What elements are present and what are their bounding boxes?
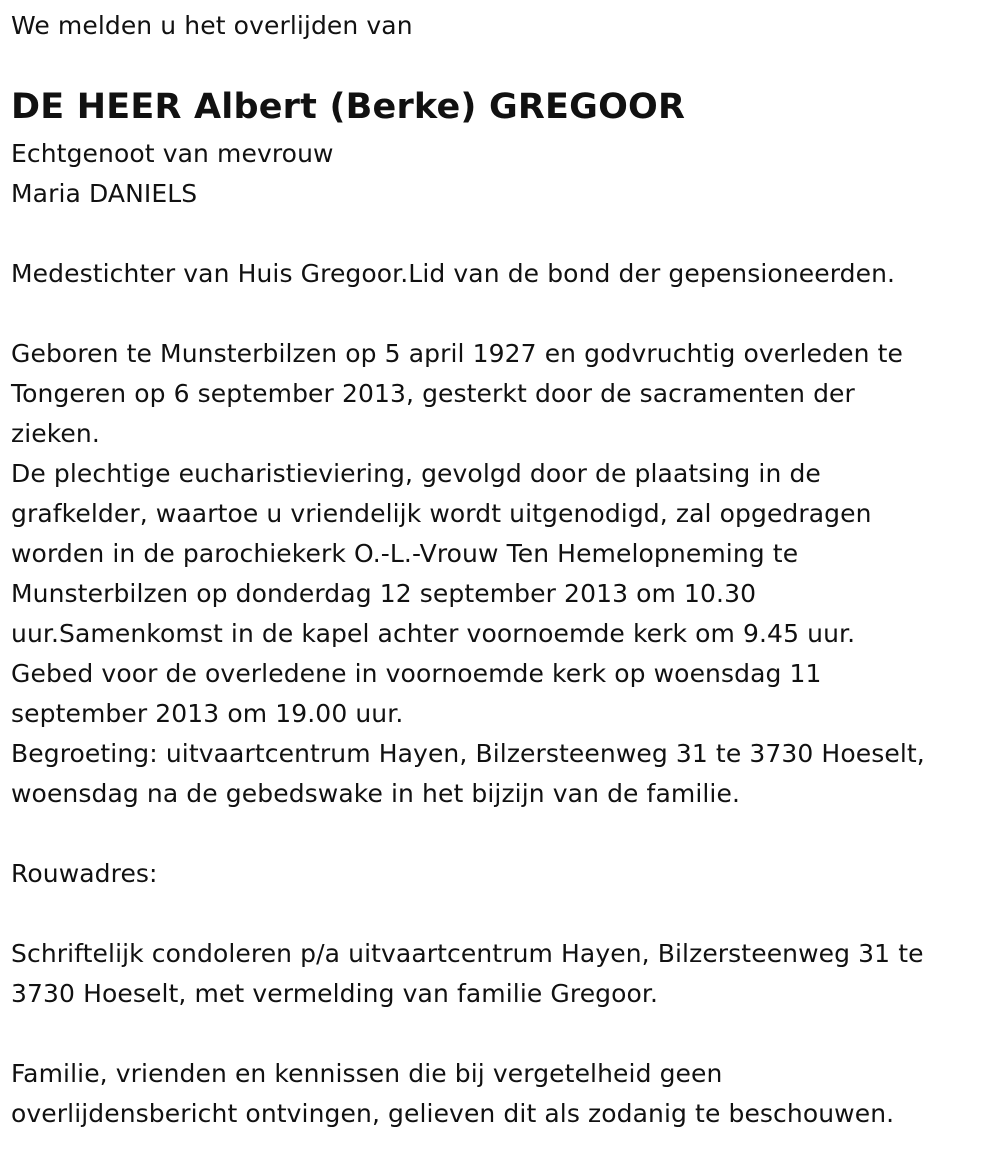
paragraph-line: Geboren te Munsterbilzen op 5 april 1927 en godvruchtig overleden te bbox=[11, 339, 903, 368]
paragraph-line: De plechtige eucharistieviering, gevolgd door de plaatsing in de bbox=[11, 459, 821, 488]
founder-paragraph bbox=[11, 254, 895, 294]
paragraph-line: worden in de parochiekerk O.-L.-Vrouw Ten Hemelopneming te bbox=[11, 539, 799, 568]
paragraph-line: woensdag na de gebedswake in het bijzijn van de familie. bbox=[11, 779, 741, 808]
paragraph-line: overlijdensbericht ontvingen, gelieven dit als zodanig te beschouwen. bbox=[11, 1099, 895, 1128]
paragraph-line: zieken. bbox=[11, 419, 100, 448]
intro-text: We melden u het overlijden van bbox=[11, 11, 413, 40]
paragraph-line: Familie, vrienden en kennissen die bij vergetelheid geen bbox=[11, 1059, 723, 1088]
mourning-address bbox=[11, 854, 158, 894]
paragraph-line: Gebed voor de overledene in voornoemde kerk op woensdag 11 bbox=[11, 659, 822, 688]
spouse-block bbox=[11, 134, 334, 214]
family-paragraph bbox=[11, 1054, 894, 1134]
paragraph-line: 3730 Hoeselt, met vermelding van familie Gregoor. bbox=[11, 979, 659, 1008]
deceased-name: DE HEER Albert (Berke) GREGOOR bbox=[11, 87, 686, 127]
paragraph-line: Begroeting: uitvaartcentrum Hayen, Bilzersteenweg 31 te 3730 Hoeselt, bbox=[11, 739, 925, 768]
paragraph-line: Tongeren op 6 september 2013, gesterkt door de sacramenten der bbox=[11, 379, 855, 408]
paragraph-line: september 2013 om 19.00 uur. bbox=[11, 699, 404, 728]
paragraph-line: Schriftelijk condoleren p/a uitvaartcentrum Hayen, Bilzersteenweg 31 te bbox=[11, 939, 924, 968]
condolence-paragraph bbox=[11, 934, 924, 1014]
address-label: Rouwadres: bbox=[11, 859, 158, 888]
paragraph-line: Munsterbilzen op donderdag 12 september 2013 om 10.30 bbox=[11, 579, 757, 608]
spouse-name: Maria DANIELS bbox=[11, 179, 198, 208]
paragraph-line: grafkelder, waartoe u vriendelijk wordt uitgenodigd, zal opgedragen bbox=[11, 499, 872, 528]
ceremony-paragraph bbox=[11, 334, 925, 814]
paragraph-line: uur.Samenkomst in de kapel achter voornoemde kerk om 9.45 uur. bbox=[11, 619, 856, 648]
founder-line: Medestichter van Huis Gregoor.Lid van de bond der gepensioneerden. bbox=[11, 259, 896, 288]
spouse-line: Echtgenoot van mevrouw bbox=[11, 139, 334, 168]
